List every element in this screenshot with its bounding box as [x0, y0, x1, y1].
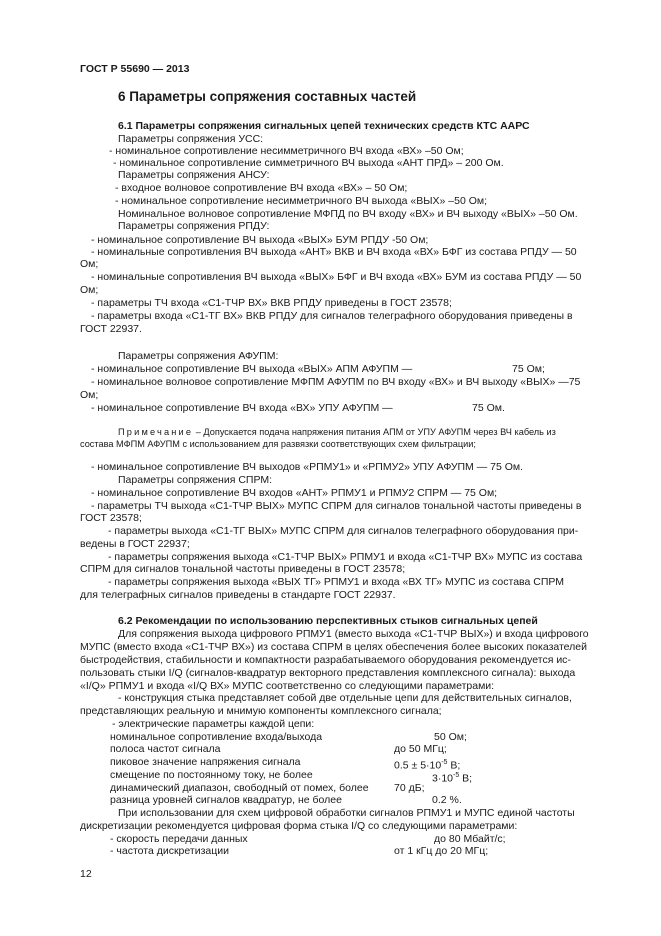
text-line: для телеграфных сигналов приведены в стандарте ГОСТ 22937. [80, 589, 396, 601]
text-line: - параметры выхода «С1-ТГ ВЫХ» МУПС СПРМ для сигналов телеграфного оборудования при- [108, 525, 579, 537]
param-value-exponent: -5 [453, 772, 460, 779]
param-value: 0.2 %. [432, 794, 462, 806]
text-line: - номинальное сопротивление ВЧ входа «ВХ» УПУ АФУПМ — [91, 402, 393, 414]
param-label: динамический диапазон, свободный от помех, более [110, 782, 369, 794]
param-value: 50 Ом; [434, 731, 467, 743]
text-line: - конструкция стыка представляет собой две отдельные цепи для действительных сигналов, [118, 692, 572, 704]
param-label: - частота дискретизации [110, 845, 229, 857]
text-line: СПРМ для сигналов тональной частоты приведены в ГОСТ 23578; [80, 563, 406, 575]
param-label: смещение по постоянному току, не более [110, 769, 313, 781]
subsection-title-6-1: 6.1 Параметры сопряжения сигнальных цепей технических средств КТС ААРС [118, 120, 530, 132]
text-line: Параметры сопряжения УСС: [118, 133, 264, 145]
text-line: - параметры ТЧ входа «С1-ТЧР ВХ» ВКВ РПДУ приведены в ГОСТ 23578; [91, 297, 452, 309]
text-line: ведены в ГОСТ 22937; [80, 538, 190, 550]
text-line: Ом; [80, 284, 99, 296]
note-label: Примечание [118, 427, 194, 437]
text-line: ГОСТ 22937. [80, 323, 142, 335]
text-line: - параметры ТЧ выхода «С1-ТЧР ВЫХ» МУПС СПРМ для сигналов тональной частоты приведены в [91, 500, 582, 512]
note-text: – Допускается подача напряжения питания АПМ от УПУ АФУПМ через ВЧ кабель из [193, 427, 556, 437]
param-value-main: 3·10 [432, 772, 454, 785]
text-line: - параметры сопряжения выхода «ВЫХ ТГ» РПМУ1 и входа «ВХ ТГ» МУПС из состава СПРМ [108, 576, 565, 588]
param-value [432, 769, 472, 786]
document-header: ГОСТ Р 55690 — 2013 [80, 63, 190, 75]
text-line: При использовании для схем цифровой обработки сигналов РПМУ1 и МУПС единой частоты [118, 807, 575, 819]
text-line: - электрические параметры каждой цепи: [112, 718, 315, 730]
text-line: - номинальное волновое сопротивление МФПМ АФУПМ по ВЧ входу «ВХ» и ВЧ выходу «ВЫХ» —75 [91, 376, 581, 388]
param-value-unit: В; [447, 759, 461, 772]
section-title: 6 Параметры сопряжения составных частей [118, 89, 417, 104]
text-line: Ом; [80, 389, 99, 401]
param-value-unit: В; [459, 772, 473, 785]
text-line: Параметры сопряжения РПДУ: [118, 220, 270, 232]
text-line: Параметры сопряжения АНСУ: [118, 169, 270, 181]
text-line: - номинальное сопротивление симметричного ВЧ выхода «АНТ ПРД» – 200 Ом. [113, 157, 504, 169]
text-line: «I/Q» РПМУ1 и входа «I/Q ВХ» МУПС соответственно со следующими параметрами: [80, 680, 495, 692]
page-number: 12 [80, 868, 92, 880]
text-line: - номинальное сопротивление несимметричного ВЧ выхода «ВЫХ» –50 Ом; [115, 195, 488, 207]
param-value: до 50 МГц; [394, 743, 447, 755]
text-line: - номинальные сопротивления ВЧ выхода «АНТ» ВКВ и ВЧ входа «ВХ» БФГ из состава РПДУ — 50 [91, 246, 577, 258]
param-label: пиковое значение напряжения сигнала [110, 756, 301, 768]
param-label: разница уровней сигналов квадратур, не более [110, 794, 342, 806]
text-line: - номинальные сопротивления ВЧ выхода «ВЫХ» БФГ и ВЧ входа «ВХ» БУМ из состава РПДУ — 50 [91, 271, 582, 283]
value-cell: 75 Ом. [472, 402, 505, 414]
text-line: Номинальное волновое сопротивление МФПД по ВЧ входу «ВХ» и ВЧ выходу «ВЫХ» –50 Ом. [118, 208, 578, 220]
text-line: - входное волновое сопротивление ВЧ входа «ВХ» – 50 Ом; [115, 182, 408, 194]
subsection-title-6-2: 6.2 Рекомендации по использованию перспективных стыков сигнальных цепей [118, 615, 538, 627]
note-line: состава МФПМ АФУПМ с использованием для развязки соответствующих схем фильтрации; [80, 439, 476, 449]
text-line: Параметры сопряжения АФУПМ: [118, 350, 279, 362]
param-label: номинальное сопротивление входа/выхода [110, 731, 323, 743]
text-line: Ом; [80, 258, 99, 270]
text-line: - номинальное сопротивление несимметричного ВЧ входа «ВХ» –50 Ом; [109, 145, 464, 157]
text-line: пользовать стыки I/Q (сигналов-квадратур векторного представления комплексного сигнала): выхода [80, 667, 576, 679]
text-line: быстродействия, стабильности и компактности разрабатываемого оборудования рекомендуется ис- [80, 654, 571, 666]
text-line: МУПС (вместо входа «С1-ТЧР ВХ») из состава СПРМ в целях обеспечения более высоких показателей [80, 641, 588, 653]
text-line: - номинальное сопротивление ВЧ выхода «ВЫХ» БУМ РПДУ -50 Ом; [91, 234, 429, 246]
text-line: Параметры сопряжения СПРМ: [118, 474, 272, 486]
text-line: Для сопряжения выхода цифрового РПМУ1 (вместо выхода «С1-ТЧР ВЫХ») и входа цифрового [118, 628, 589, 640]
text-line: ГОСТ 23578; [80, 512, 142, 524]
param-value-main: 0.5 ± 5·10 [394, 759, 442, 772]
value-cell: 75 Ом; [512, 363, 545, 375]
text-line: - номинальное сопротивление ВЧ выходов «РПМУ1» и «РПМУ2» УПУ АФУПМ — 75 Ом. [91, 461, 524, 473]
text-line: дискретизации рекомендуется цифровая форма стыка I/Q со следующими параметрами: [80, 820, 518, 832]
text-line: - номинальное сопротивление ВЧ входов «АНТ» РПМУ1 и РПМУ2 СПРМ — 75 Ом; [91, 487, 498, 499]
param-label: - скорость передачи данных [110, 833, 248, 845]
text-line: - параметры входа «С1-ТГ ВХ» ВКВ РПДУ для сигналов телеграфного оборудования приведены в [91, 310, 573, 322]
param-value-exponent: -5 [441, 759, 448, 766]
text-line: представляющих реальную и мнимую компоненты комплексного сигнала; [80, 705, 442, 717]
param-value: до 80 Мбайт/с; [434, 833, 506, 845]
text-line: - параметры сопряжения выхода «С1-ТЧР ВЫХ» РПМУ1 и входа «С1-ТЧР ВХ» МУПС из состава [108, 551, 583, 563]
param-label: полоса частот сигнала [110, 743, 221, 755]
text-line: - номинальное сопротивление ВЧ выхода «ВЫХ» АПМ АФУПМ — [91, 363, 413, 375]
param-value: от 1 кГц до 20 МГц; [394, 845, 489, 857]
param-value: 70 дБ; [394, 782, 425, 794]
